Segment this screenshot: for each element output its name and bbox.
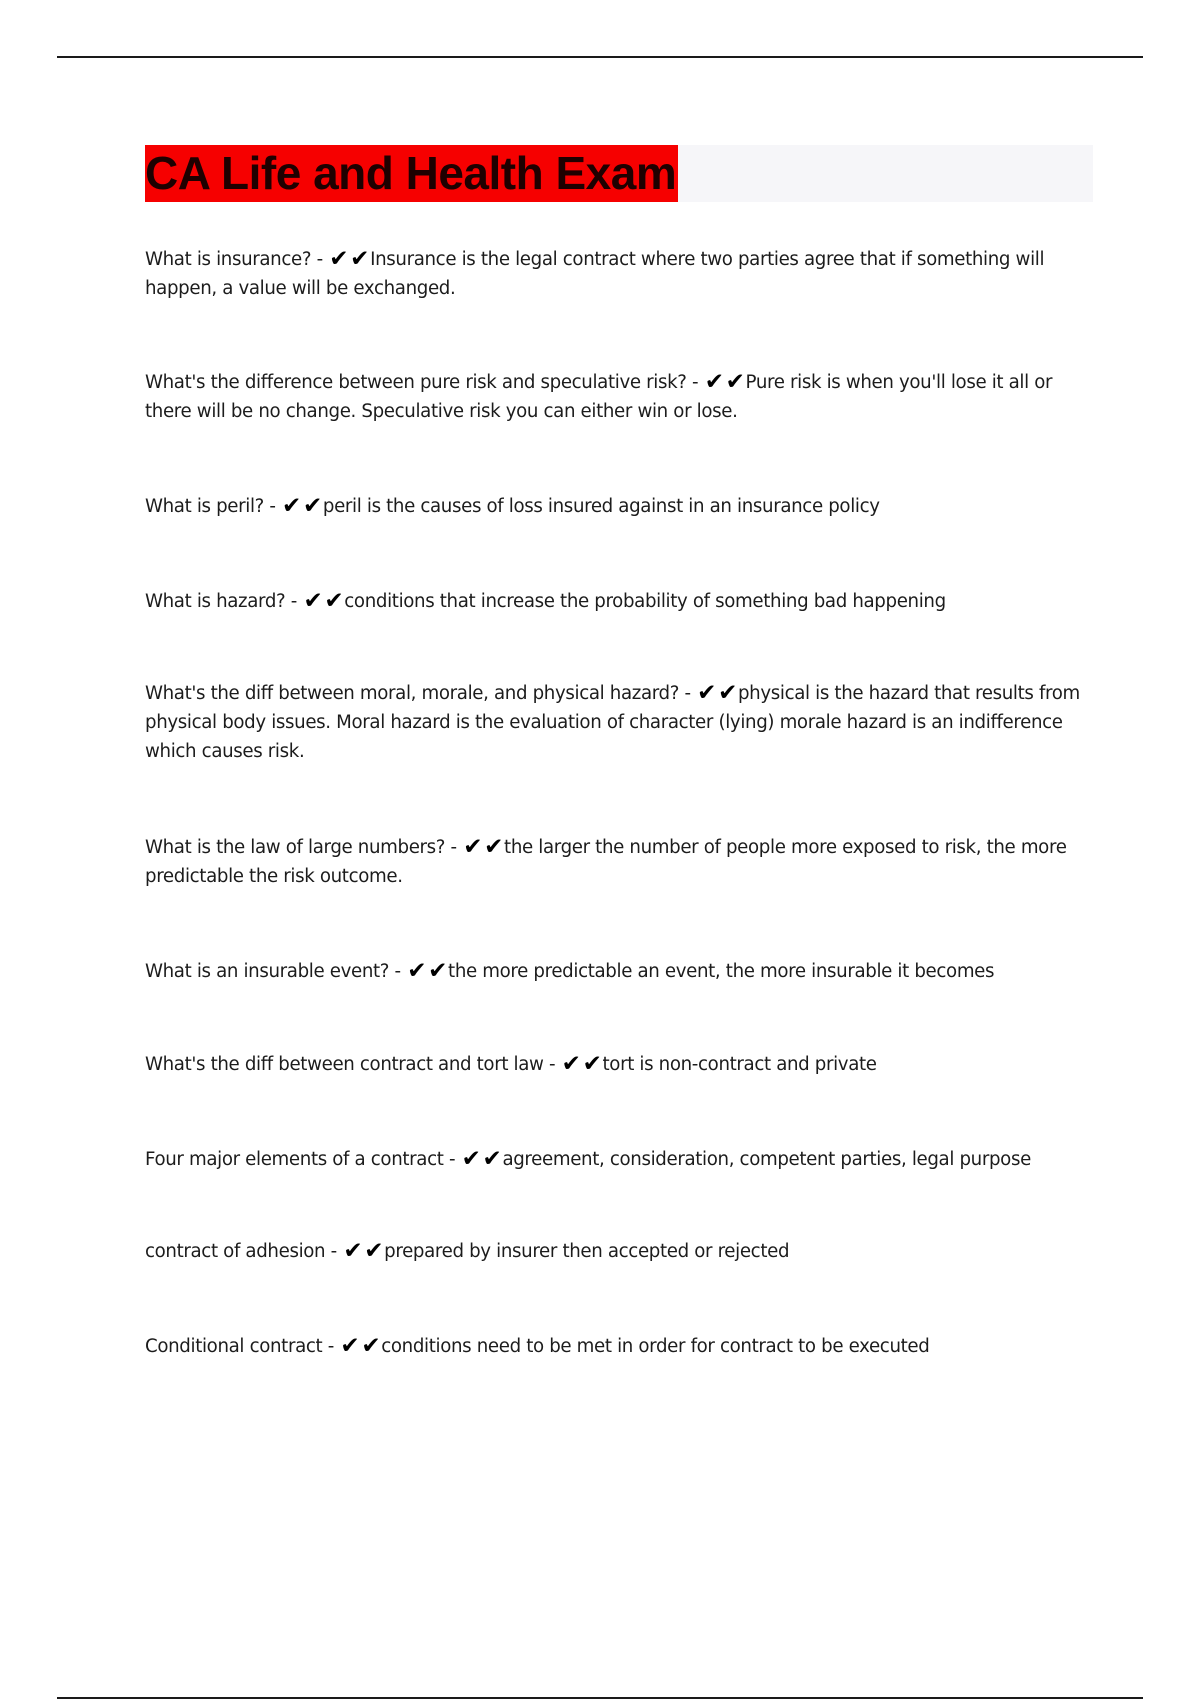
check-icon: ✔: [718, 680, 737, 706]
check-icon: ✔: [461, 1146, 481, 1172]
check-icon: ✔: [482, 1146, 502, 1172]
qa-item-8: [145, 1050, 1095, 1079]
check-icon: ✔: [463, 834, 483, 860]
document-title: CA Life and Health Exam: [145, 145, 678, 202]
check-icon: ✔: [343, 1238, 363, 1264]
check-icon: ✔: [704, 369, 724, 395]
check-icon: ✔: [361, 1333, 381, 1359]
check-icon: ✔: [484, 834, 504, 860]
check-icon: ✔: [364, 1238, 384, 1264]
qa-item-11: [145, 1332, 1095, 1361]
question: What's the diff between contract and tort law -: [145, 1054, 556, 1075]
check-icon: ✔: [561, 1051, 581, 1077]
check-icon: ✔: [582, 1051, 602, 1077]
answer: agreement, consideration, competent parties, legal purpose: [502, 1149, 1031, 1170]
qa-item-2: [145, 368, 1095, 426]
top-rule: [57, 56, 1143, 58]
question: What is hazard? -: [145, 591, 297, 612]
qa-item-10: [145, 1237, 1095, 1266]
question: Conditional contract -: [145, 1336, 334, 1357]
answer: Pure risk is when you'll lose it all or there will be no change. Speculative risk you can either win or lose.: [145, 372, 1053, 422]
check-icon: ✔: [340, 1333, 360, 1359]
question: contract of adhesion -: [145, 1241, 337, 1262]
answer: conditions that increase the probability of something bad happening: [344, 591, 946, 612]
check-icon: ✔: [350, 246, 370, 272]
qa-item-7: [145, 957, 1095, 986]
question: What is insurance? -: [145, 249, 323, 270]
check-icon: ✔: [725, 369, 745, 395]
question: What's the diff between moral, morale, and physical hazard? -: [145, 683, 691, 704]
answer: prepared by insurer then accepted or rejected: [384, 1241, 790, 1262]
check-icon: ✔: [302, 493, 322, 519]
check-icon: ✔: [324, 588, 344, 614]
check-icon: ✔: [428, 958, 448, 984]
check-icon: ✔: [282, 493, 301, 519]
answer: Insurance is the legal contract where two parties agree that if something will happen, a value will be exchanged.: [145, 249, 1045, 299]
question: Four major elements of a contract -: [145, 1149, 456, 1170]
check-icon: ✔: [329, 246, 349, 272]
qa-item-6: [145, 833, 1095, 891]
answer: conditions need to be met in order for contract to be executed: [381, 1336, 930, 1357]
answer: the larger the number of people more exposed to risk, the more predictable the risk outcome.: [145, 837, 1067, 887]
question: What's the difference between pure risk and speculative risk? -: [145, 372, 699, 393]
question: What is peril? -: [145, 496, 276, 517]
answer: physical is the hazard that results from physical body issues. Moral hazard is the evaluation of character (lying) morale hazard is an indifference which causes risk.: [145, 683, 1080, 762]
qa-item-5: [145, 679, 1095, 766]
answer: tort is non-contract and private: [602, 1054, 877, 1075]
check-icon: ✔: [407, 958, 427, 984]
check-icon: ✔: [697, 680, 717, 706]
question: What is an insurable event? -: [145, 961, 401, 982]
question: What is the law of large numbers? -: [145, 837, 457, 858]
answer: peril is the causes of loss insured against in an insurance policy: [322, 496, 880, 517]
bottom-rule: [57, 1697, 1143, 1699]
qa-item-3: [145, 492, 1095, 521]
qa-item-1: [145, 245, 1095, 303]
answer: the more predictable an event, the more insurable it becomes: [448, 961, 995, 982]
qa-item-4: [145, 587, 1095, 616]
qa-item-9: [145, 1145, 1095, 1174]
check-icon: ✔: [303, 588, 323, 614]
